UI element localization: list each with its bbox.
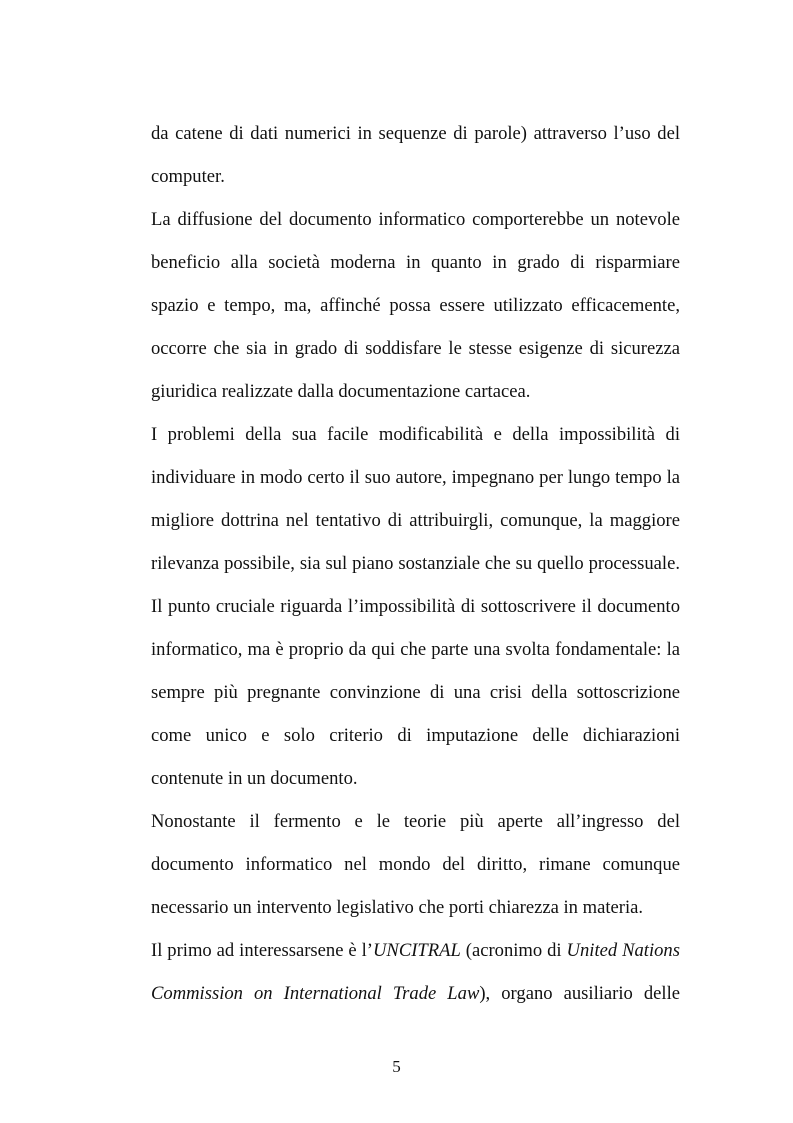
- text-line: spazio e tempo, ma, affinché possa essere utilizzato efficacemente,: [151, 295, 680, 316]
- italic-segment: UNCITRAL: [372, 940, 461, 961]
- text-line: La diffusione del documento informatico comporterebbe un notevole: [151, 209, 680, 230]
- italic-segment: United Nations: [566, 940, 680, 961]
- text-segment: (acronimo di: [460, 940, 567, 961]
- text-line: rilevanza possibile, sia sul piano sostanziale che su quello processuale.: [151, 553, 680, 574]
- text-line: da catene di dati numerici in sequenze di parole) attraverso l’uso del: [151, 123, 680, 144]
- text-segment: ), organo ausiliario delle: [479, 983, 680, 1004]
- text-line: occorre che sia in grado di soddisfare le stesse esigenze di sicurezza: [151, 338, 680, 359]
- text-line: I problemi della sua facile modificabilità e della impossibilità di: [151, 424, 680, 445]
- text-line-mixed: [151, 929, 680, 972]
- text-line: contenute in un documento.: [151, 768, 358, 789]
- text-line: necessario un intervento legislativo che porti chiarezza in materia.: [151, 897, 644, 918]
- text-line: giuridica realizzate dalla documentazione cartacea.: [151, 381, 531, 402]
- text-line: documento informatico nel mondo del diritto, rimane comunque: [151, 854, 680, 875]
- text-line: migliore dottrina nel tentativo di attribuirgli, comunque, la maggiore: [151, 510, 680, 531]
- text-line: sempre più pregnante convinzione di una crisi della sottoscrizione: [151, 682, 680, 703]
- text-line: Nonostante il fermento e le teorie più aperte all’ingresso del: [151, 811, 680, 832]
- text-line-mixed: [151, 972, 680, 1015]
- body-text: [151, 112, 680, 1015]
- italic-segment: Commission on International Trade Law: [151, 983, 480, 1004]
- page-number: 5: [392, 1057, 401, 1076]
- text-line: computer.: [151, 166, 225, 187]
- text-line: Il punto cruciale riguarda l’impossibilità di sottoscrivere il documento: [151, 596, 680, 617]
- text-line: individuare in modo certo il suo autore, impegnano per lungo tempo la: [151, 467, 680, 488]
- text-line: informatico, ma è proprio da qui che parte una svolta fondamentale: la: [151, 639, 680, 660]
- text-line: beneficio alla società moderna in quanto in grado di risparmiare: [151, 252, 680, 273]
- text-segment: Il primo ad interessarsene è l’: [151, 940, 373, 961]
- text-line: come unico e solo criterio di imputazione delle dichiarazioni: [151, 725, 680, 746]
